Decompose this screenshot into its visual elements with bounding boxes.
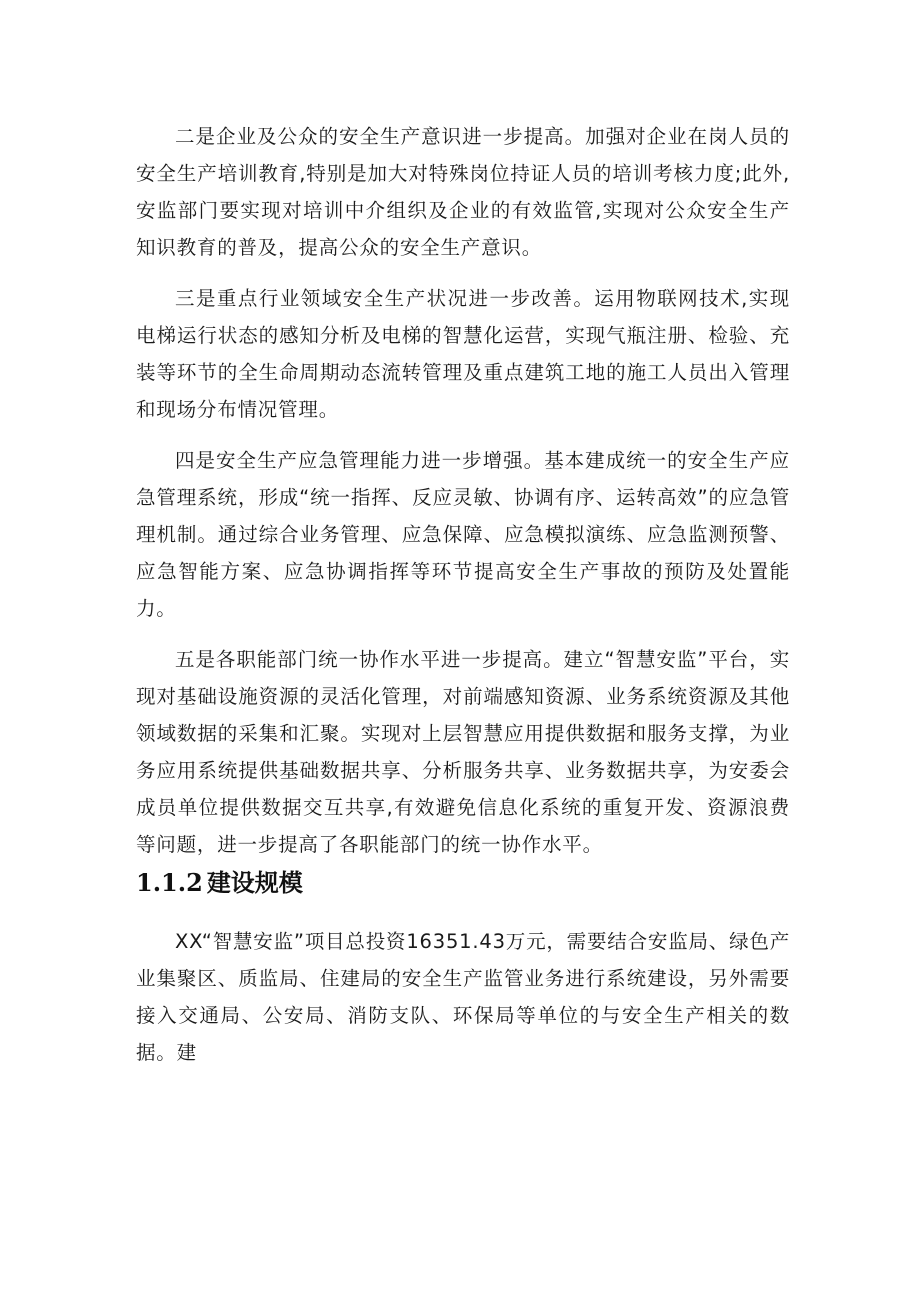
paragraph-3: 三是重点行业领域安全生产状况进一步改善。运用物联网技术,实现电梯运行状态的感知分析及电梯的智慧化运营，实现气瓶注册、检验、充装等环节的全生命周期动态流转管理及重点建筑工地的施工人员出入管理和现场分布情况管理。 [136,287,790,421]
section-heading [136,863,790,923]
document-body [136,118,790,1085]
section-title: 建设规模 [206,868,303,897]
paragraph-2: 二是企业及公众的安全生产意识进一步提高。加强对企业在岗人员的安全生产培训教育,特别是加大对特殊岗位持证人员的培训考核力度;此外,安监部门要实现对培训中介组织及企业的有效监管,实现对公众安全生产知识教育的普及，提高公众的安全生产意识。 [136,125,790,259]
section-number: 1.1.2 [136,868,203,897]
paragraph-investment: XX“智慧安监”项目总投资16351.43万元，需要结合安监局、绿色产业集聚区、质监局、住建局的安全生产监管业务进行系统建设，另外需要接入交通局、公安局、消防支队、环保局等单位的与安全生产相关的数据。建 [136,930,790,1064]
paragraph-5: 五是各职能部门统一协作水平进一步提高。建立“智慧安监”平台，实现对基础设施资源的灵活化管理，对前端感知资源、业务系统资源及其他领域数据的采集和汇聚。实现对上层智慧应用提供数据和服务支撑，为业务应用系统提供基础数据共享、分析服务共享、业务数据共享，为安委会成员单位提供数据交互共享,有效避免信息化系统的重复开发、资源浪费等问题，进一步提高了各职能部门的统一协作水平。 [136,648,790,856]
paragraph-4: 四是安全生产应急管理能力进一步增强。基本建成统一的安全生产应急管理系统，形成“统一指挥、反应灵敏、协调有序、运转高效”的应急管理机制。通过综合业务管理、应急保障、应急模拟演练、应急监测预警、应急智能方案、应急协调指挥等环节提高安全生产事故的预防及处置能力。 [136,449,790,620]
